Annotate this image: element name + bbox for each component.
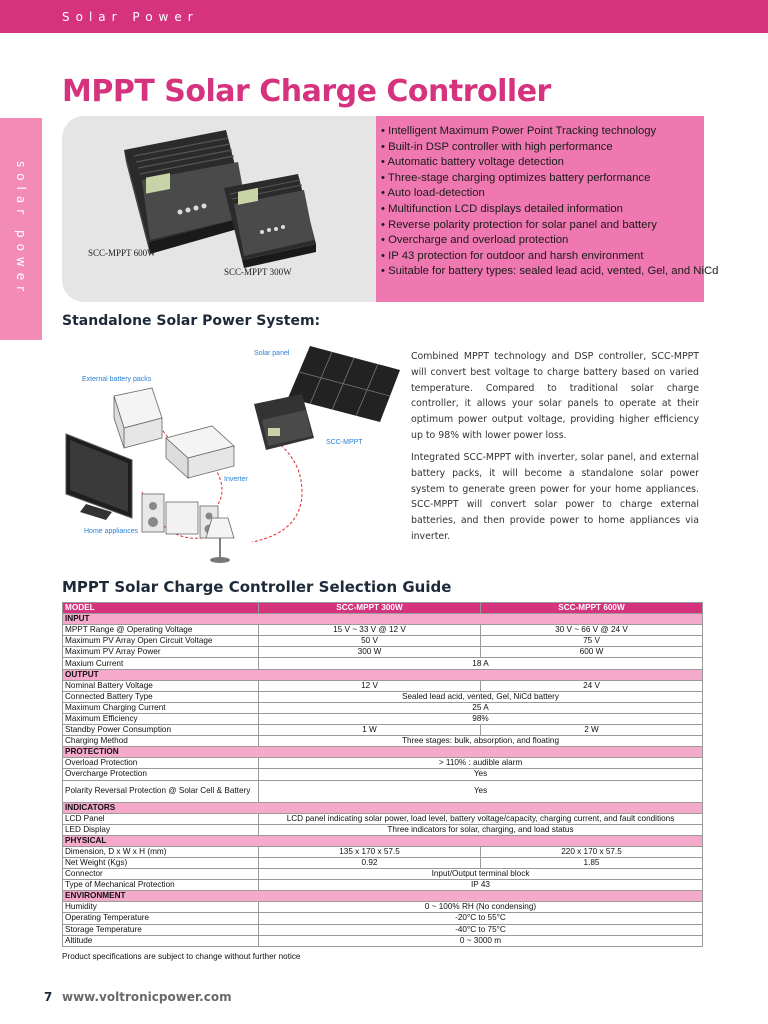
header-cell-model: MODEL	[63, 603, 259, 614]
spec-value: 30 V ~ 66 V @ 24 V	[481, 625, 703, 636]
scc-mppt-300w-device	[224, 174, 316, 268]
table-row	[63, 880, 703, 891]
spec-label: Overload Protection	[63, 758, 259, 769]
table-row	[63, 857, 703, 868]
feature-item: • Suitable for battery types: sealed lead acid, vented, Gel, and NiCd	[381, 264, 698, 280]
section-label: INPUT	[63, 614, 703, 625]
body-paragraph-1: Combined MPPT technology and DSP controller, SCC-MPPT will convert best voltage to charge battery based on varied temperature. Compared to traditional solar charge controller, it allows your solar panels to operate at their optimum power output voltage, providing higher efficiency up to 98% with lower power loss.	[411, 351, 699, 441]
spec-label: Maximum PV Array Power	[63, 647, 259, 658]
table-row	[63, 769, 703, 780]
spec-value: 0.92	[259, 857, 481, 868]
spec-label: Maxium Current	[63, 658, 259, 669]
standalone-heading: Standalone Solar Power System:	[62, 313, 321, 329]
spec-label: Maximum Efficiency	[63, 713, 259, 724]
selection-guide-table	[62, 602, 703, 947]
spec-value: 50 V	[259, 636, 481, 647]
spec-value: 300 W	[259, 647, 481, 658]
spec-value: 0 ~ 3000 m	[259, 935, 703, 946]
spec-value: 135 x 170 x 57.5	[259, 846, 481, 857]
spec-label: Connected Battery Type	[63, 691, 259, 702]
table-row	[63, 924, 703, 935]
header-cell-300w: SCC-MPPT 300W	[259, 603, 481, 614]
spec-value: 75 V	[481, 636, 703, 647]
table-section-row	[63, 891, 703, 902]
spec-value: Sealed lead acid, vented, Gel, NiCd battery	[259, 691, 703, 702]
table-header-row	[63, 603, 703, 614]
table-row	[63, 713, 703, 724]
spec-label: Maximum PV Array Open Circuit Voltage	[63, 636, 259, 647]
section-label: PROTECTION	[63, 747, 703, 758]
table-row	[63, 658, 703, 669]
page-title: MPPT Solar Charge Controller	[62, 74, 551, 109]
spec-label: Standby Power Consumption	[63, 725, 259, 736]
spec-label: Storage Temperature	[63, 924, 259, 935]
table-section-row	[63, 747, 703, 758]
spec-label: Charging Method	[63, 736, 259, 747]
table-row	[63, 680, 703, 691]
section-label: ENVIRONMENT	[63, 891, 703, 902]
tv-graphic	[66, 434, 132, 520]
spec-label: Humidity	[63, 902, 259, 913]
product-label-300w: SCC-MPPT 300W	[224, 267, 292, 277]
table-row	[63, 691, 703, 702]
lamp-graphic	[206, 518, 234, 563]
system-diagram	[62, 342, 402, 572]
spec-value: 0 ~ 100% RH (No condensing)	[259, 902, 703, 913]
selection-guide-body	[63, 603, 703, 947]
spec-label: Dimension, D x W x H (mm)	[63, 846, 259, 857]
spec-value: 12 V	[259, 680, 481, 691]
header-cell-600w: SCC-MPPT 600W	[481, 603, 703, 614]
feature-item: • Automatic battery voltage detection	[381, 155, 698, 171]
spec-label: Nominal Battery Voltage	[63, 680, 259, 691]
spec-label: Connector	[63, 869, 259, 880]
spec-value: 1 W	[259, 725, 481, 736]
spec-label: Type of Mechanical Protection	[63, 880, 259, 891]
page-number: 7	[44, 990, 53, 1004]
table-row	[63, 846, 703, 857]
spec-label: LCD Panel	[63, 813, 259, 824]
features-panel	[376, 116, 719, 302]
side-tab-label: solar power	[14, 160, 28, 298]
feature-item: • Auto load-detection	[381, 186, 698, 202]
feature-item: • Reverse polarity protection for solar panel and battery	[381, 218, 698, 234]
product-label-600w: SCC-MPPT 600W	[88, 248, 156, 258]
spec-label: Altitude	[63, 935, 259, 946]
spec-value: 220 x 170 x 57.5	[481, 846, 703, 857]
stereo-graphic	[142, 494, 218, 538]
table-row	[63, 780, 703, 802]
body-paragraph-2: Integrated SCC-MPPT with inverter, solar panel, and external battery packs, it will become a standalone solar power system to generate green power for your home appliances. SCC-MPPT will convert solar power to charge external batteries, and then provide power to home appliances via inverter.	[411, 452, 699, 542]
side-tab	[0, 118, 42, 340]
feature-list	[381, 124, 719, 280]
spec-label: Overcharge Protection	[63, 769, 259, 780]
feature-item: • Built-in DSP controller with high performance	[381, 140, 698, 156]
table-row	[63, 636, 703, 647]
table-section-row	[63, 802, 703, 813]
spec-value: 18 A	[259, 658, 703, 669]
spec-value: -40°C to 75°C	[259, 924, 703, 935]
spec-value: 2 W	[481, 725, 703, 736]
table-row	[63, 758, 703, 769]
spec-label: LED Display	[63, 824, 259, 835]
feature-item: • IP 43 protection for outdoor and harsh environment	[381, 249, 698, 265]
table-row	[63, 625, 703, 636]
feature-item: • Three-stage charging optimizes battery performance	[381, 171, 698, 187]
product-photo	[62, 116, 378, 302]
table-row	[63, 869, 703, 880]
table-row	[63, 824, 703, 835]
selection-guide-heading: MPPT Solar Charge Controller Selection Guide	[62, 578, 452, 596]
table-section-row	[63, 614, 703, 625]
spec-value: 24 V	[481, 680, 703, 691]
spec-value: 25 A	[259, 702, 703, 713]
label-solar-panel: Solar panel	[254, 350, 290, 357]
table-row	[63, 902, 703, 913]
section-label: PHYSICAL	[63, 835, 703, 846]
spec-value: -20°C to 55°C	[259, 913, 703, 924]
battery-graphic	[114, 388, 162, 448]
spec-value: Input/Output terminal block	[259, 869, 703, 880]
feature-item: • Overcharge and overload protection	[381, 233, 698, 249]
feature-item: • Intelligent Maximum Power Point Tracking technology	[381, 124, 698, 140]
table-row	[63, 647, 703, 658]
spec-value: 98%	[259, 713, 703, 724]
table-row	[63, 736, 703, 747]
product-image-panel	[62, 116, 378, 302]
section-label: INDICATORS	[63, 802, 703, 813]
table-row	[63, 935, 703, 946]
label-inverter: Inverter	[224, 476, 248, 483]
spec-value: Three stages: bulk, absorption, and floating	[259, 736, 703, 747]
spec-label: MPPT Range @ Operating Voltage	[63, 625, 259, 636]
spec-value: 600 W	[481, 647, 703, 658]
label-battery-packs: External battery packs	[82, 376, 152, 383]
section-label: OUTPUT	[63, 669, 703, 680]
spec-value: Yes	[259, 769, 703, 780]
spec-label: Net Weight (Kgs)	[63, 857, 259, 868]
section-label: Solar Power	[62, 10, 199, 24]
spec-value: LCD panel indicating solar power, load level, battery voltage/capacity, charging current, and fault conditions	[259, 813, 703, 824]
label-scc-mppt: SCC-MPPT	[326, 439, 363, 446]
spec-value: Three indicators for solar, charging, and load status	[259, 824, 703, 835]
table-row	[63, 702, 703, 713]
spec-value: > 110% : audible alarm	[259, 758, 703, 769]
footnote: Product specifications are subject to change without further notice	[62, 952, 301, 961]
table-row	[63, 813, 703, 824]
table-section-row	[63, 835, 703, 846]
label-home-appliances: Home appliances	[84, 528, 139, 535]
spec-label: Polarity Reversal Protection @ Solar Cell & Battery	[63, 780, 259, 802]
spec-value: 15 V ~ 33 V @ 12 V	[259, 625, 481, 636]
spec-value: IP 43	[259, 880, 703, 891]
table-row	[63, 725, 703, 736]
spec-value: Yes	[259, 780, 703, 802]
table-row	[63, 913, 703, 924]
inverter-graphic	[166, 426, 234, 478]
top-header-bar	[0, 0, 768, 33]
spec-value: 1.85	[481, 857, 703, 868]
feature-item: • Multifunction LCD displays detailed information	[381, 202, 698, 218]
footer-url: www.voltronicpower.com	[62, 990, 232, 1004]
spec-label: Maximum Charging Current	[63, 702, 259, 713]
spec-label: Operating Temperature	[63, 913, 259, 924]
table-section-row	[63, 669, 703, 680]
